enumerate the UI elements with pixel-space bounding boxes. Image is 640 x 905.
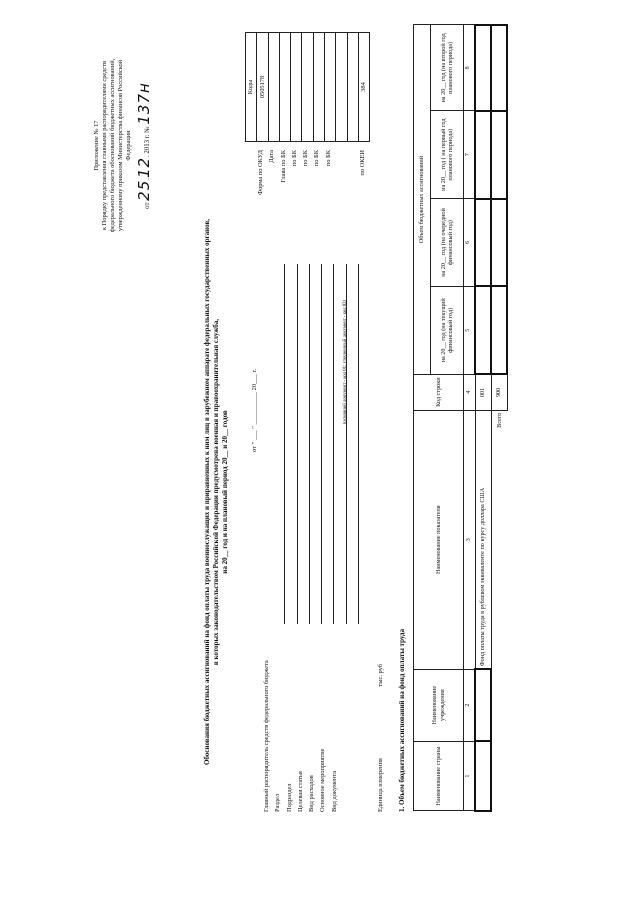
order-day: 25 [135,179,153,201]
cell-value [475,25,491,111]
fill-line [322,264,334,624]
order-month: 12 [135,156,153,179]
code-bk [302,33,313,142]
codes-label: по БК [290,150,298,167]
unit-row [377,664,385,812]
order-year: 2013 г. № [144,126,151,154]
unit-label: Единица измерения [377,758,384,812]
order-prefix: от [144,202,151,209]
order-reference: от 25.12. 2013 г. № 137н [135,82,153,209]
cell-value [475,111,491,199]
codes-label: Дата [268,150,276,163]
codes-header: Коды [246,33,257,142]
code-blank [347,33,358,142]
label-expense-type: Вид расходов [308,775,316,812]
rotated-form [85,22,555,882]
cell-value [475,199,491,287]
fill-line [285,264,297,624]
codes-labels [257,150,370,195]
appendix-line: федерального бюджета обоснований бюджетных ассигнований, [109,58,116,233]
fill-line [310,264,322,624]
appendix-line: утвержденному приказом Министерства финансов Российской [117,59,124,232]
code-bk [291,33,302,142]
total-value [491,286,507,374]
col-number: 8 [464,25,476,111]
code-blank [336,33,347,142]
appendix-number: Приложение № 17 [93,120,100,171]
header-volume: Объем бюджетных ассигнований [414,25,431,374]
label-main-event: Основное мероприятие [319,748,327,812]
appendix-header [93,28,154,263]
cell-country [475,741,491,811]
label-target-article: Целевая статья [296,771,304,812]
row-indicator-label: Фонд оплаты труда в рублевом эквиваленте по курсу доллара США [475,410,491,669]
cell-institution [475,669,491,741]
header-country: Наименование страны [414,741,464,811]
title-line: на 20__ год и на плановый период 20__ и 20__ годов [221,410,230,574]
header-year-next: на 20__ год (на очередной финансовый год) [431,199,464,287]
date-line: от " ___ " __________ 20___ г. [251,368,258,452]
code-date [268,33,279,142]
header-institution: Наименование учреждения [414,669,464,741]
codes-label [336,150,347,195]
total-value [491,199,507,287]
code-okud: 0505178 [257,33,268,142]
fill-line [298,264,310,624]
appendix-line: Федерации [125,130,132,161]
col-number: 1 [464,741,476,811]
total-value [491,111,507,199]
codes-table [245,32,370,142]
header-indicator: Наименование показателя [414,410,464,669]
codes-label: Глава по БК [279,150,287,183]
title-line: Обоснования бюджетных ассигнований на фонд оплаты труда военнослужащих и приравненных к ним лиц в зарубежном аппарате федеральных государственных органов, [203,218,211,766]
col-number: 2 [464,669,476,741]
col-number: 6 [464,199,476,287]
section-title: 1. Объем бюджетных ассигнований на фонд оплаты труда [398,629,406,812]
label-section: Раздел [274,793,282,812]
label-subsection: Подраздел [285,783,293,812]
doc-type-note: (основной документ - код 01; уточненный документ - код 02) [343,299,348,425]
unit-value: тыс. руб [377,663,384,687]
code-okei: 384 [358,33,369,142]
title-line: в которых законодательством Российской Федерации предусмотрена военная и правоохранительная служба, [212,318,221,666]
total-value [491,25,507,111]
order-number: 137н [135,82,153,125]
appendix-line: к Порядку представления главными распорядителями средств [101,60,108,231]
col-number: 4 [464,374,476,410]
codes-label: по ОКЕИ [358,150,366,176]
header-code: Код строки [414,374,464,410]
header-year-plan2: на 20__ год (на второй год планового периода) [431,25,464,111]
row-code: 001 [475,374,491,410]
total-code: 900 [491,374,507,410]
header-year-plan1: на 20__ год ( на первый год планового периода) [431,111,464,199]
requisites-labels [263,652,342,812]
fill-line [273,264,285,624]
codes-label [347,150,358,195]
header-year-current: на 20__ год (на текущий финансовый год) [431,286,464,374]
code-bk [325,33,336,142]
document-title [203,212,230,772]
codes-label: по БК [324,150,332,167]
label-distributor: Главный распорядитель средств федерального бюджета [263,660,270,812]
col-number: 3 [464,410,476,669]
col-number: 7 [464,111,476,199]
cell-value [475,286,491,374]
total-label: Всего [495,412,503,428]
col-number: 5 [464,286,476,374]
codes-label: по БК [302,150,310,167]
code-bk [313,33,324,142]
codes-label: по БК [313,150,321,167]
codes-label: Форма по ОКУД [257,150,264,195]
budget-table [413,24,508,812]
code-chapter [279,33,290,142]
label-doc-type: Вид документа [330,770,338,812]
